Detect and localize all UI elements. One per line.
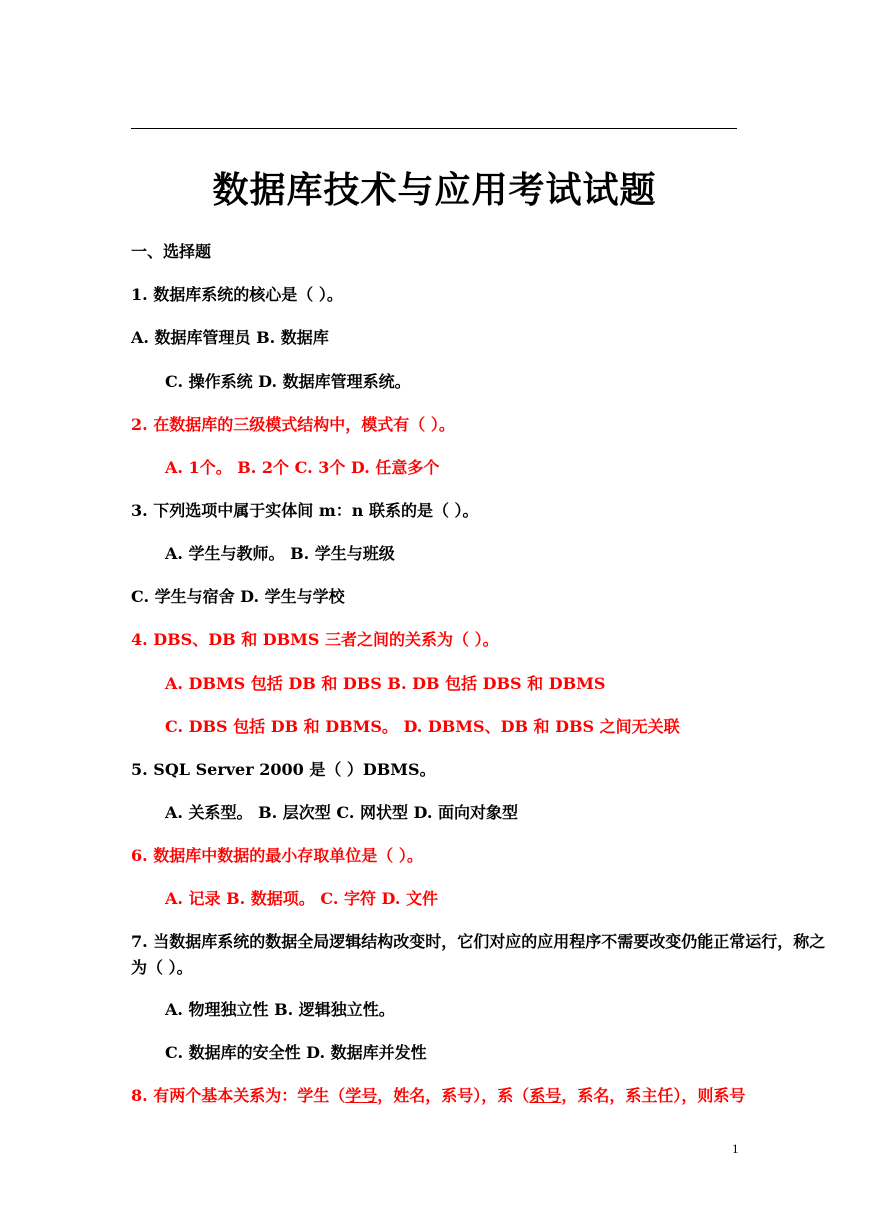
- question-6-options: A. 记录 B. 数据项。 C. 字符 D. 文件: [165, 889, 438, 908]
- page-title: 数据库技术与应用考试试题: [212, 169, 657, 211]
- question-5-stem: 5. SQL Server 2000 是（ ）DBMS。: [131, 760, 436, 779]
- question-7-options-ab: A. 物理独立性 B. 逻辑独立性。: [165, 1000, 395, 1019]
- question-5-options: A. 关系型。 B. 层次型 C. 网状型 D. 面向对象型: [165, 803, 518, 822]
- question-8-underlined-2: 系号: [529, 1086, 562, 1105]
- question-3-options-ab: A. 学生与教师。 B. 学生与班级: [165, 544, 395, 563]
- question-8-text-2: ，姓名，系号），系（: [377, 1086, 530, 1105]
- header-rule: [131, 128, 737, 129]
- question-1-stem: 1. 数据库系统的核心是（ ）。: [131, 285, 343, 304]
- question-8-underlined-1: 学号: [345, 1086, 378, 1105]
- question-8-stem: [131, 1086, 831, 1106]
- question-4-options-ab: A. DBMS 包括 DB 和 DBS B. DB 包括 DBS 和 DBMS: [165, 674, 606, 693]
- question-6-stem: 6. 数据库中数据的最小存取单位是（ ）。: [131, 846, 423, 865]
- question-7-options-cd: C. 数据库的安全性 D. 数据库并发性: [165, 1043, 427, 1062]
- section-heading: 一、选择题: [131, 242, 212, 261]
- question-4-stem: 4. DBS、DB 和 DBMS 三者之间的关系为（ ）。: [131, 630, 499, 649]
- question-8-text-3: ，系名，系主任），则系号: [561, 1086, 746, 1105]
- question-2-stem: 2. 在数据库的三级模式结构中，模式有（ ）。: [131, 415, 455, 434]
- question-8-text-1: 8. 有两个基本关系为：学生（: [131, 1086, 346, 1105]
- question-3-options-cd: C. 学生与宿舍 D. 学生与学校: [131, 587, 345, 606]
- question-2-options: A. 1个。 B. 2个 C. 3个 D. 任意多个: [165, 458, 440, 477]
- question-4-options-cd: C. DBS 包括 DB 和 DBMS。 D. DBMS、DB 和 DBS 之间无关联: [165, 717, 680, 736]
- question-3-stem: 3. 下列选项中属于实体间 m：n 联系的是（ ）。: [131, 501, 479, 520]
- question-1-options-ab: A. 数据库管理员 B. 数据库: [131, 328, 329, 347]
- question-1-options-cd: C. 操作系统 D. 数据库管理系统。: [165, 372, 411, 391]
- question-7-stem: 7. 当数据库系统的数据全局逻辑结构改变时，它们对应的应用程序不需要改变仍能正常运行，称之为（ ）。: [131, 932, 826, 977]
- page-number: 1: [732, 1141, 739, 1156]
